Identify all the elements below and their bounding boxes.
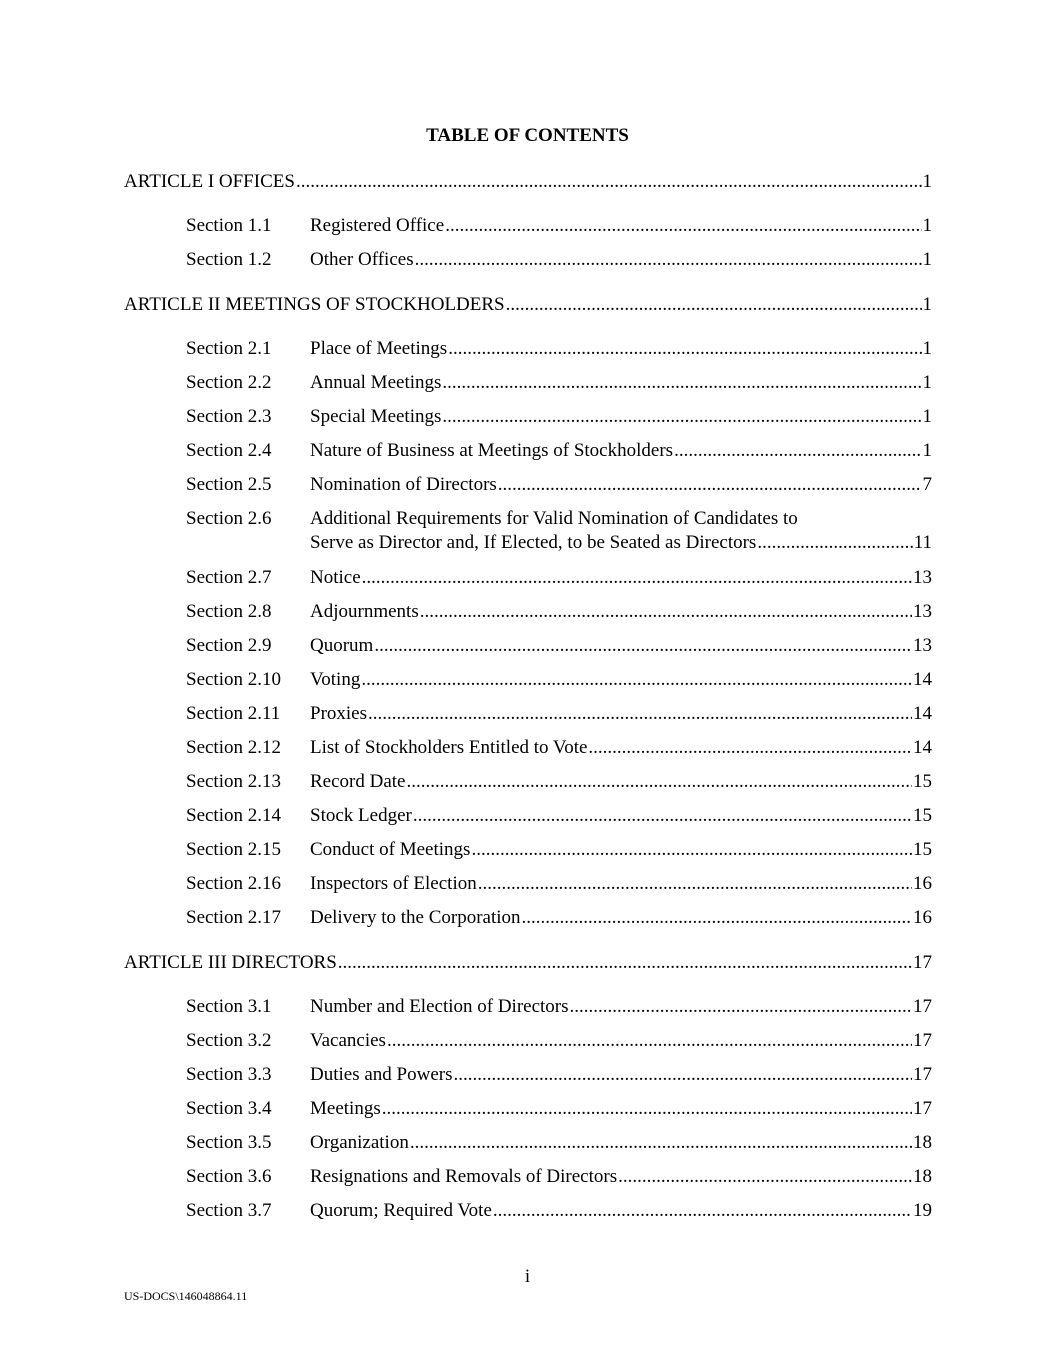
toc-section-number: Section 2.12 <box>186 737 281 758</box>
dot-leader <box>757 531 912 555</box>
dot-leader <box>415 248 922 272</box>
toc-entry-title: Organization <box>310 1132 409 1153</box>
toc-page-number: 1 <box>922 171 932 192</box>
toc-section-entry <box>186 995 932 1019</box>
document-id: US-DOCS\146048864.11 <box>124 1289 248 1303</box>
dot-leader <box>338 951 912 975</box>
toc-article-entry <box>124 170 932 194</box>
toc-section-number: Section 3.3 <box>186 1064 272 1085</box>
toc-entry-title-line1: Additional Requirements for Valid Nomination of Candidates to <box>310 508 798 529</box>
toc-section-number: Section 2.8 <box>186 601 272 622</box>
toc-section-entry <box>186 634 932 658</box>
toc-section-entry <box>186 1063 932 1087</box>
dot-leader <box>387 1029 912 1053</box>
toc-section-entry <box>186 1199 932 1223</box>
dot-leader <box>442 405 921 429</box>
toc-page-number: 13 <box>913 635 932 656</box>
toc-page-number: 1 <box>922 338 932 359</box>
toc-entry-title: Vacancies <box>310 1030 386 1051</box>
toc-entry-title: Delivery to the Corporation <box>310 907 521 928</box>
dot-leader <box>493 1199 912 1223</box>
toc-entry-title: Number and Election of Directors <box>310 996 569 1017</box>
toc-page-number: 1 <box>922 406 932 427</box>
dot-leader <box>413 804 912 828</box>
toc-section-number: Section 2.14 <box>186 805 281 826</box>
page-number: i <box>524 1266 531 1287</box>
dot-leader <box>406 770 912 794</box>
toc-page-number: 1 <box>922 215 932 236</box>
toc-entry-title: Record Date <box>310 771 406 792</box>
dot-leader <box>522 906 912 930</box>
toc-page-number: 17 <box>913 1064 932 1085</box>
dot-leader <box>674 439 921 463</box>
toc-page-number: 14 <box>913 737 932 758</box>
dot-leader <box>296 170 922 194</box>
toc-section-entry <box>186 1097 932 1121</box>
toc-section-number: Section 1.1 <box>186 215 272 236</box>
dot-leader <box>368 702 912 726</box>
toc-section-number: Section 2.1 <box>186 338 272 359</box>
toc-section-number: Section 2.7 <box>186 567 272 588</box>
toc-entry-title: Inspectors of Election <box>310 873 477 894</box>
toc-page-number: 1 <box>922 440 932 461</box>
toc-entry-title: ARTICLE I OFFICES <box>124 171 295 192</box>
toc-page-number: 19 <box>913 1200 932 1221</box>
toc-section-number: Section 3.5 <box>186 1132 272 1153</box>
toc-section-number: Section 2.15 <box>186 839 281 860</box>
toc-page-number: 18 <box>913 1166 932 1187</box>
toc-section-entry <box>186 906 932 930</box>
toc-section-entry <box>186 770 932 794</box>
dot-leader <box>448 337 921 361</box>
toc-entry-title: Quorum; Required Vote <box>310 1200 492 1221</box>
toc-section-entry <box>186 507 932 555</box>
toc-page-number: 17 <box>913 952 932 973</box>
dot-leader <box>498 473 922 497</box>
toc-entry-title: Other Offices <box>310 249 414 270</box>
toc-section-entry <box>186 702 932 726</box>
toc-section-number: Section 3.1 <box>186 996 272 1017</box>
toc-section-entry <box>186 804 932 828</box>
toc-page-number: 1 <box>922 372 932 393</box>
toc-section-number: Section 1.2 <box>186 249 272 270</box>
toc-section-number: Section 2.6 <box>186 508 272 529</box>
toc-entry-title: Registered Office <box>310 215 445 236</box>
toc-article-entry <box>124 951 932 975</box>
toc-section-number: Section 2.9 <box>186 635 272 656</box>
toc-page-number: 17 <box>913 1030 932 1051</box>
toc-section-number: Section 3.7 <box>186 1200 272 1221</box>
dot-leader <box>445 214 921 238</box>
toc-entry-title: Meetings <box>310 1098 381 1119</box>
toc-section-entry <box>186 1029 932 1053</box>
toc-section-entry <box>186 600 932 624</box>
toc-section-entry <box>186 371 932 395</box>
toc-entry-title: Proxies <box>310 703 367 724</box>
toc-entry-title: Conduct of Meetings <box>310 839 471 860</box>
dot-leader <box>506 293 922 317</box>
dot-leader <box>453 1063 912 1087</box>
toc-page-number: 18 <box>913 1132 932 1153</box>
toc-entry-title: Notice <box>310 567 361 588</box>
toc-section-entry <box>186 668 932 692</box>
toc-entry-title: Special Meetings <box>310 406 442 427</box>
dot-leader <box>361 668 912 692</box>
toc-entry-title: Nomination of Directors <box>310 474 497 495</box>
toc-page-number: 13 <box>913 601 932 622</box>
toc-entry-title: ARTICLE III DIRECTORS <box>124 952 337 973</box>
toc-page-number: 15 <box>913 805 932 826</box>
toc-entry-title: Resignations and Removals of Directors <box>310 1166 618 1187</box>
toc-entry-title: Duties and Powers <box>310 1064 453 1085</box>
toc-section-entry <box>186 1165 932 1189</box>
toc-section-entry <box>186 248 932 272</box>
toc-section-entry <box>186 736 932 760</box>
dot-leader <box>420 600 912 624</box>
dot-leader <box>618 1165 912 1189</box>
dot-leader <box>478 872 912 896</box>
toc-section-entry <box>186 838 932 862</box>
dot-leader <box>471 838 912 862</box>
toc-section-entry <box>186 405 932 429</box>
toc-entry-title: Annual Meetings <box>310 372 442 393</box>
toc-section-number: Section 2.10 <box>186 669 281 690</box>
toc-section-number: Section 2.16 <box>186 873 281 894</box>
toc-section-number: Section 2.5 <box>186 474 272 495</box>
toc-page-number: 16 <box>913 907 932 928</box>
toc-entry-title: Place of Meetings <box>310 338 448 359</box>
dot-leader <box>374 634 912 658</box>
toc-section-number: Section 3.6 <box>186 1166 272 1187</box>
toc-section-entry <box>186 473 932 497</box>
toc-page-number: 15 <box>913 771 932 792</box>
toc-entry-title: Quorum <box>310 635 374 656</box>
toc-section-number: Section 3.4 <box>186 1098 272 1119</box>
toc-page-number: 14 <box>913 669 932 690</box>
toc-section-entry <box>186 337 932 361</box>
toc-section-entry <box>186 872 932 896</box>
toc-entry-title: Voting <box>310 669 361 690</box>
toc-entry-title: Adjournments <box>310 601 419 622</box>
toc-section-number: Section 2.3 <box>186 406 272 427</box>
toc-page-number: 11 <box>913 532 932 553</box>
toc-section-number: Section 2.4 <box>186 440 272 461</box>
toc-entry-title: Nature of Business at Meetings of Stockholders <box>310 440 674 461</box>
toc-entry-title: Stock Ledger <box>310 805 412 826</box>
toc-section-entry <box>186 439 932 463</box>
toc-page-number: 16 <box>913 873 932 894</box>
toc-page-number: 7 <box>922 474 932 495</box>
toc-section-number: Section 2.17 <box>186 907 281 928</box>
toc-section-entry <box>186 566 932 590</box>
toc-entry-title: ARTICLE II MEETINGS OF STOCKHOLDERS <box>124 294 505 315</box>
dot-leader <box>442 371 921 395</box>
toc-section-entry <box>186 214 932 238</box>
dot-leader <box>588 736 912 760</box>
page-title: TABLE OF CONTENTS <box>426 125 629 146</box>
toc-page-number: 15 <box>913 839 932 860</box>
toc-article-entry <box>124 293 932 317</box>
toc-page-number: 13 <box>913 567 932 588</box>
toc-page-number: 1 <box>922 294 932 315</box>
toc-entry-title: List of Stockholders Entitled to Vote <box>310 737 588 758</box>
dot-leader <box>410 1131 912 1155</box>
toc-section-number: Section 2.11 <box>186 703 281 724</box>
toc-page-number: 17 <box>913 996 932 1017</box>
dot-leader <box>570 995 912 1019</box>
dot-leader <box>362 566 912 590</box>
toc-section-number: Section 2.13 <box>186 771 281 792</box>
toc-page-number: 1 <box>922 249 932 270</box>
toc-page-number: 17 <box>913 1098 932 1119</box>
dot-leader <box>382 1097 912 1121</box>
toc-entry-title: Serve as Director and, If Elected, to be Seated as Directors <box>310 532 757 553</box>
toc-section-number: Section 3.2 <box>186 1030 272 1051</box>
toc-page-number: 14 <box>913 703 932 724</box>
toc-section-entry <box>186 1131 932 1155</box>
toc-section-number: Section 2.2 <box>186 372 272 393</box>
